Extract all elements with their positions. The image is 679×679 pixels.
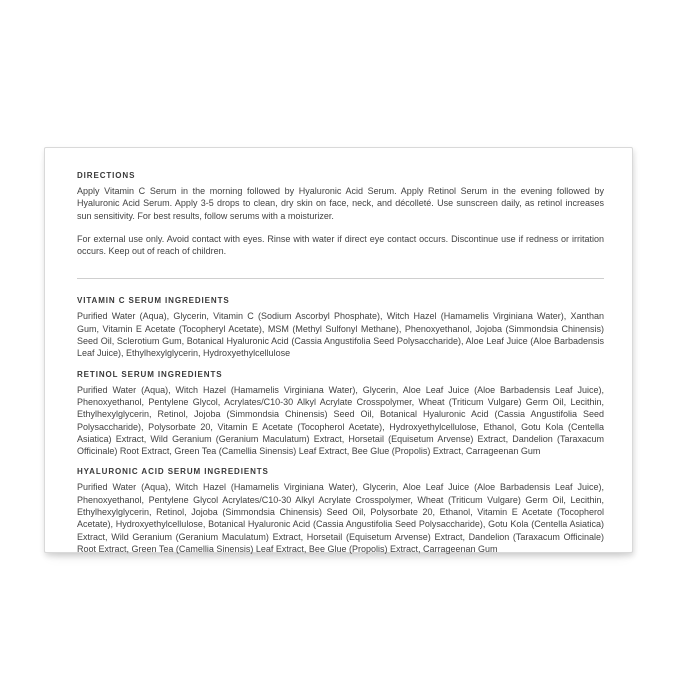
- product-label-card: [44, 147, 633, 553]
- directions-usage-paragraph: Apply Vitamin C Serum in the morning followed by Hyaluronic Acid Serum. Apply Retinol Serum in the evening followed by Hyaluronic Acid Serum. Apply 3-5 drops to clean, dry skin on face, neck, and décolleté. Use sunscreen daily, as retinol increases sun sensitivity. For best results, follow serums with a moisturizer.: [77, 186, 604, 221]
- directions-heading: DIRECTIONS: [77, 171, 136, 180]
- vitamin-c-ingredients-list: Purified Water (Aqua), Glycerin, Vitamin C (Sodium Ascorbyl Phosphate), Witch Hazel (Hamamelis Virginiana Water), Xanthan Gum, Vitamin E Acetate (Tocopheryl Acetate), MSM (Methyl Sulfonyl Methane), Phenoxyethanol, Jojoba (Simmondsia Chinensis) Seed Oil, Sclerotium Gum, Botanical Hyaluronic Acid (Cassia Angustifolia Seed Polysaccharide), Aloe Leaf Juice (Aloe Barbadensis Leaf Juice), Ethylhexylglycerin, Hydroxyethylcellulose: [77, 311, 604, 359]
- retinol-ingredients-section: [77, 370, 604, 458]
- vitamin-c-ingredients-heading: VITAMIN C SERUM INGREDIENTS: [77, 296, 230, 306]
- hyaluronic-acid-ingredients-heading: HYALURONIC ACID SERUM INGREDIENTS: [77, 467, 269, 477]
- retinol-ingredients-heading: RETINOL SERUM INGREDIENTS: [77, 369, 223, 379]
- retinol-ingredients-list: Purified Water (Aqua), Witch Hazel (Hamamelis Virginiana Water), Glycerin, Aloe Leaf Juice (Aloe Barbadensis Leaf Juice), Phenoxyethanol, Pentylene Glycol, Acrylates/C10-30 Alkyl Acrylate Crosspolymer, Wheat (Triticum Vulgare) Germ Oil, Lecithin, Ethylhexylglycerin, Retinol, Jojoba (Simmondsia Chinensis) Seed Oil, Botanical Hyaluronic Acid (Cassia Angustifolia Seed Polysaccharide), Polysorbate 20, Vitamin E Acetate (Tocopherol Acetate), Hydroxyethylcellulose, Ethanol, Gotu Kola (Centella Asiatica) Extract, Wild Geranium (Geranium Maculatum) Extract, Horsetail (Equisetum Arvense) Extract, Dandelion (Taraxacum Officinale) Root Extract, Green Tea (Camellia Sinensis) Leaf Extract, Bee Glue (Propolis) Extract, Carrageenan Gum: [77, 384, 604, 457]
- vitamin-c-ingredients-section: [77, 296, 604, 359]
- directions-warning-paragraph: For external use only. Avoid contact with eyes. Rinse with water if direct eye contact occurs. Discontinue use if redness or irritation occurs. Keep out of reach of children.: [77, 233, 604, 257]
- hyaluronic-acid-ingredients-list: Purified Water (Aqua), Witch Hazel (Hamamelis Virginiana Water), Glycerin, Aloe Leaf Juice (Aloe Barbadensis Leaf Juice), Phenoxyethanol, Pentylene Glycol Acrylates/C10-30 Alkyl Acrylate Crosspolymer, Wheat (Triticum Vulgare) Germ Oil, Lecithin, Ethylhexylglycerin, Retinol, Jojoba (Simmondsia Chinensis) Seed Oil, Polysorbate 20, Ethanol, Vitamin E Acetate (Tocopherol Acetate), Hydroxyethylcellulose, Botanical Hyaluronic Acid (Cassia Angustifolia Seed Polysaccharide), Gotu Kola (Centella Asiatica) Extract, Wild Geranium (Geranium Maculatum) Extract, Horsetail (Equisetum Arvense) Extract, Dandelion (Taraxacum Officinale) Root Extract, Green Tea (Camellia Sinensis) Leaf Extract, Bee Glue (Propolis) Extract, Carrageenan Gum: [77, 482, 604, 554]
- hyaluronic-acid-ingredients-section: [77, 467, 604, 555]
- section-divider: [77, 278, 604, 279]
- directions-section: [77, 171, 604, 257]
